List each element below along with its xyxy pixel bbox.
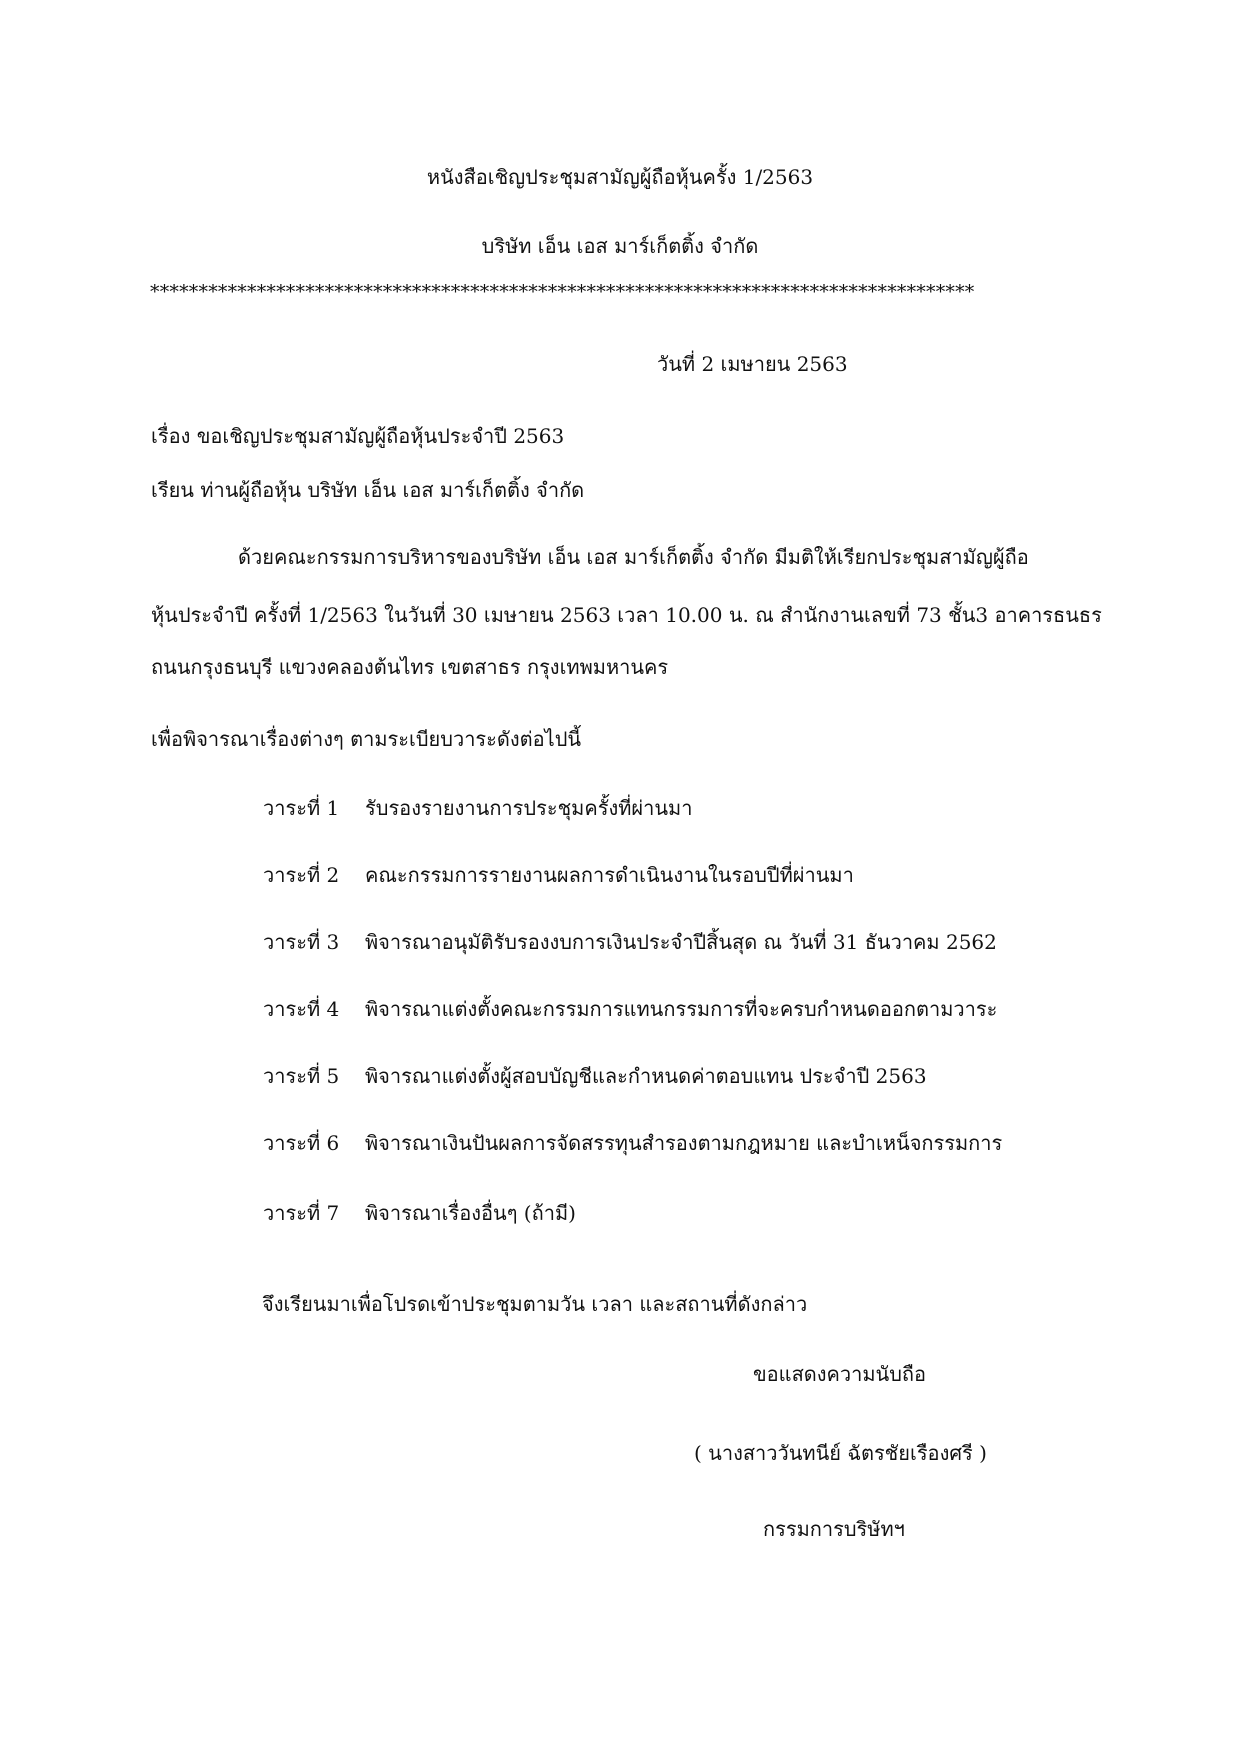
agenda-item-1: [263, 796, 692, 820]
agenda-number: วาระที่ 2: [263, 863, 340, 887]
signature-name: ( นางสาววันทนีย์ ฉัตรชัยเรืองศรี ): [694, 1441, 987, 1465]
agenda-item-4: [263, 997, 997, 1021]
body-line-3: ถนนกรุงธนบุรี แขวงคลองต้นไทร เขตสาธร กรุงเทพมหานคร: [151, 655, 669, 679]
agenda-intro: เพื่อพิจารณาเรื่องต่างๆ ตามระเบียบวาระดังต่อไปนี้: [151, 727, 582, 751]
agenda-text: คณะกรรมการรายงานผลการดำเนินงานในรอบปีที่ผ่านมา: [365, 863, 854, 887]
letter-subject: เรื่อง ขอเชิญประชุมสามัญผู้ถือหุ้นประจำปี 2563: [151, 424, 565, 448]
agenda-number: วาระที่ 4: [263, 997, 340, 1021]
closing-line: จึงเรียนมาเพื่อโปรดเข้าประชุมตามวัน เวลา และสถานที่ดังกล่าว: [262, 1292, 808, 1316]
company-name: บริษัท เอ็น เอส มาร์เก็ตติ้ง จำกัด: [481, 234, 759, 258]
agenda-number: วาระที่ 6: [263, 1131, 340, 1155]
letter-recipient: เรียน ท่านผู้ถือหุ้น บริษัท เอ็น เอส มาร์เก็ตติ้ง จำกัด: [151, 478, 585, 502]
agenda-text: พิจารณาแต่งตั้งคณะกรรมการแทนกรรมการที่จะครบกำหนดออกตามวาระ: [365, 997, 998, 1021]
document-title: หนังสือเชิญประชุมสามัญผู้ถือหุ้นครั้ง 1/2563: [426, 165, 814, 189]
separator-line: *************************************************************************************: [150, 281, 975, 303]
agenda-text: พิจารณาเงินปันผลการจัดสรรทุนสำรองตามกฎหมาย และบำเหน็จกรรมการ: [365, 1131, 1003, 1155]
agenda-text: พิจารณาเรื่องอื่นๆ (ถ้ามี): [365, 1201, 576, 1225]
agenda-number: วาระที่ 3: [263, 930, 340, 954]
body-line-1: ด้วยคณะกรรมการบริหารของบริษัท เอ็น เอส มาร์เก็ตติ้ง จำกัด มีมติให้เรียกประชุมสามัญผู้ถือ: [238, 545, 1029, 569]
agenda-number: วาระที่ 1: [263, 796, 340, 820]
agenda-item-3: [263, 930, 997, 954]
agenda-item-5: [263, 1064, 927, 1088]
signature-position: กรรมการบริษัทฯ: [763, 1517, 905, 1541]
agenda-text: พิจารณาอนุมัติรับรองงบการเงินประจำปีสิ้นสุด ณ วันที่ 31 ธันวาคม 2562: [365, 930, 997, 954]
agenda-number: วาระที่ 7: [263, 1201, 340, 1225]
agenda-text: พิจารณาแต่งตั้งผู้สอบบัญชีและกำหนดค่าตอบแทน ประจำปี 2563: [365, 1064, 927, 1088]
letter-date: วันที่ 2 เมษายน 2563: [657, 352, 848, 376]
body-line-2: หุ้นประจำปี ครั้งที่ 1/2563 ในวันที่ 30 เมษายน 2563 เวลา 10.00 น. ณ สำนักงานเลขที่ 73 ชั้น3 อาคารธนธร: [151, 603, 1102, 627]
agenda-item-6: [263, 1131, 1002, 1155]
agenda-item-2: [263, 863, 854, 887]
agenda-item-7: [263, 1201, 576, 1225]
agenda-number: วาระที่ 5: [263, 1064, 340, 1088]
agenda-text: รับรองรายงานการประชุมครั้งที่ผ่านมา: [365, 796, 693, 820]
signature-regards: ขอแสดงความนับถือ: [753, 1362, 927, 1386]
